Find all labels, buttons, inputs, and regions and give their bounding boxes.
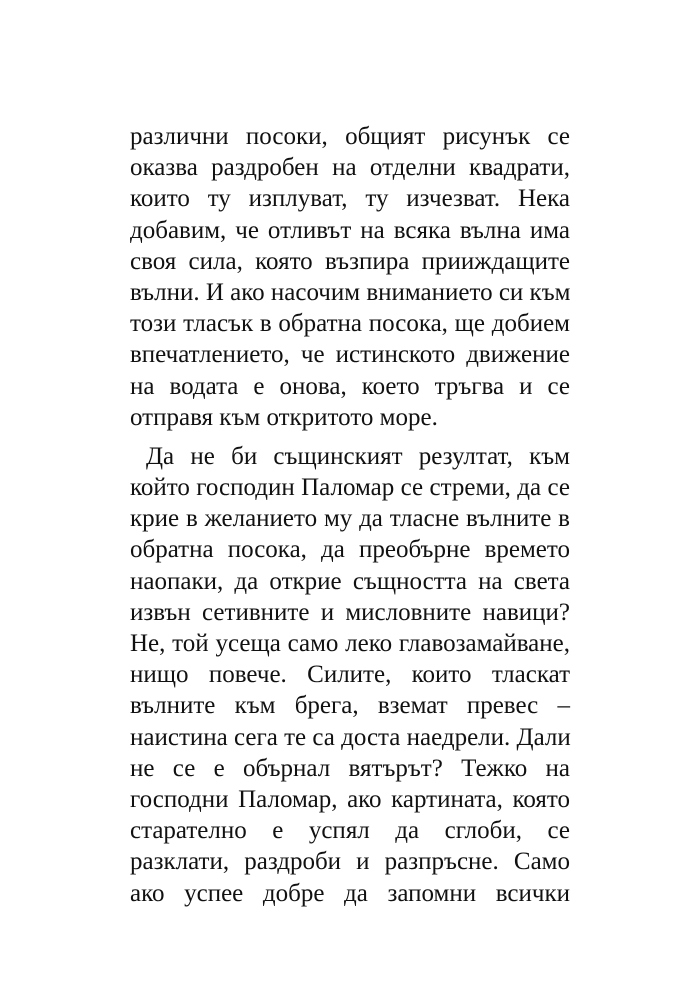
text-line: отправя към откритото море. (130, 403, 438, 431)
text-line: Не, той усеща само леко главозамайване, (130, 630, 570, 657)
text-line: оказва раздробен на отделни квадрати, (130, 154, 570, 182)
paragraph-1 (130, 121, 570, 433)
text-line: разклати, раздроби и разпръсне. Само (130, 848, 570, 876)
text-line: ако успее добре да запомни всички (130, 879, 570, 907)
text-line: старателно е успял да сглоби, се (130, 817, 570, 845)
text-line: наистина сега те са доста наедрели. Дали (130, 723, 571, 751)
text-line: впечатлението, че истинското движение (130, 341, 570, 369)
text-line: крие в желанието му да тласне вълните в (130, 505, 570, 533)
text-line: своя сила, която възпира прииждащите (130, 247, 570, 275)
paragraph-2 (130, 441, 570, 909)
text-line: различни посоки, общият рисунък се (130, 123, 570, 150)
text-line: господни Паломар, ако картината, която (130, 785, 570, 813)
text-line: Да не би същинският резултат, към (146, 442, 570, 470)
text-line: нищо повече. Силите, които тласкат (130, 661, 570, 689)
text-line: вълни. И ако насочим вниманието си към (130, 278, 571, 306)
text-line: не се е обърнал вятърът? Тежко на (130, 754, 570, 782)
body-text (130, 121, 570, 909)
text-line: добавим, че отливът на всяка вълна има (130, 216, 570, 244)
text-line: този тласък в обратна посока, ще добием (130, 310, 570, 338)
text-line: които ту изплуват, ту изчезват. Нека (130, 185, 570, 213)
text-line: обратна посока, да преобърне времето (130, 536, 570, 564)
text-line: извън сетивните и мисловните навици? (130, 598, 570, 626)
text-line: наопаки, да открие същността на света (130, 567, 570, 595)
text-line: на водата е онова, което тръгва и се (130, 372, 570, 400)
text-line: вълните към брега, вземат превес – (130, 692, 570, 720)
text-line: който господин Паломар се стреми, да се (130, 474, 570, 502)
